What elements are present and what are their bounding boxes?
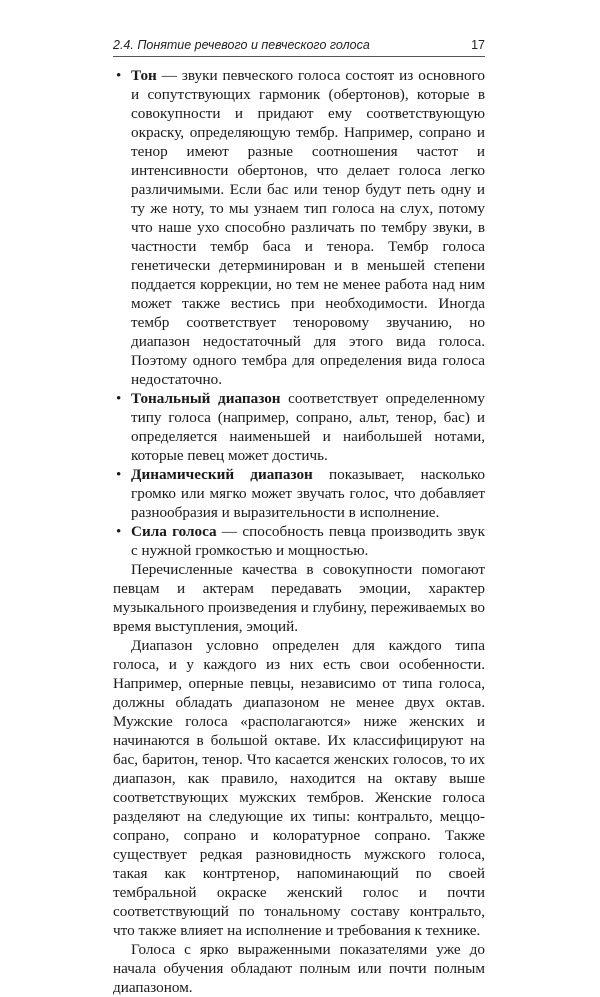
bullet-text: соответствует определенному типу голоса (например, сопрано, альт, тенор, бас) и определяется наименьшей и наибольшей нотами, которые певец может достичь. xyxy=(131,390,485,464)
term-voice-power: Сила голоса xyxy=(131,523,217,540)
bullet-icon: • xyxy=(116,67,122,84)
bullet-icon: • xyxy=(116,390,122,407)
page-number: 17 xyxy=(471,38,485,52)
paragraph: Диапазон условно определен для каждого типа голоса, и у каждого из них есть свои особенности. Например, оперные певцы, независимо от типа голоса, должны обладать диапазоном не менее двух октав. Мужские голоса «располагаются» ниже женских и начинаются в большой октаве. Их классифицируют на бас, баритон, тенор. Что касается женских голосов, то их диапазон, как правило, находится на октаву выше соответствующих мужских тембров. Женские голоса разделяют на следующие их типы: контральто, меццо-сопрано, сопрано и колоратурное сопрано. Также существует редкая разновидность мужского голоса, такая как контртенор, напоминающий по своей тембральной окраске женский голос и почти соответствующий по тональному составу контральто, что также влияет на исполнение и требования к технике. xyxy=(113,637,485,939)
bullet-item-voice-power xyxy=(113,522,485,560)
bullet-text: показывает, насколько громко или мягко может звучать голос, что добавляет разнообразия и выразительности в исполнение. xyxy=(131,466,485,521)
bullet-item-tone xyxy=(113,66,485,389)
bullet-item-tonal-range xyxy=(113,389,485,465)
term-dynamic-range: Динамический диапазон xyxy=(131,466,313,483)
section-title: 2.4. Понятие речевого и певческого голоса xyxy=(113,38,370,52)
running-header xyxy=(113,38,485,52)
page-body xyxy=(113,66,485,997)
term-tone: Тон xyxy=(131,67,157,84)
paragraph: Перечисленные качества в совокупности помогают певцам и актерам передавать эмоции, характер музыкального произведения и глубину, переживаемых во время выступления, эмоций. xyxy=(113,561,485,635)
bullet-icon: • xyxy=(116,523,122,540)
bullet-text: — звуки певческого голоса состоят из основного и сопутствующих гармоник (обертонов), которые в совокупности и придают ему соответствующую окраску, определяющую тембр. Например, сопрано и тенор имеют разные соотношения частот и интенсивности обертонов, что делает голоса легко различимыми. Если бас или тенор будут петь одну и ту же ноту, то мы узнаем тип голоса на слух, потому что наше ухо способно различать по тембру звуки, в частности тембр баса и тенора. Тембр голоса генетически детерминирован и в меньшей степени поддается коррекции, но тем не менее работа над ним может также вестись при необходимости. Иногда тембр соответствует теноровому звучанию, но диапазон недостаточный для этого вида голоса. Поэтому одного тембра для определения вида голоса недостаточно. xyxy=(131,67,485,388)
term-tonal-range: Тональный диапазон xyxy=(131,390,281,407)
bullet-list xyxy=(113,66,485,560)
bullet-item-dynamic-range xyxy=(113,465,485,522)
header-rule xyxy=(113,56,485,57)
bullet-text: — способность певца производить звук с нужной громкостью и мощностью. xyxy=(131,523,485,559)
bullet-icon: • xyxy=(116,466,122,483)
paragraph: Голоса с ярко выраженными показателями уже до начала обучения обладают полным или почти полным диапазоном. xyxy=(113,941,485,996)
